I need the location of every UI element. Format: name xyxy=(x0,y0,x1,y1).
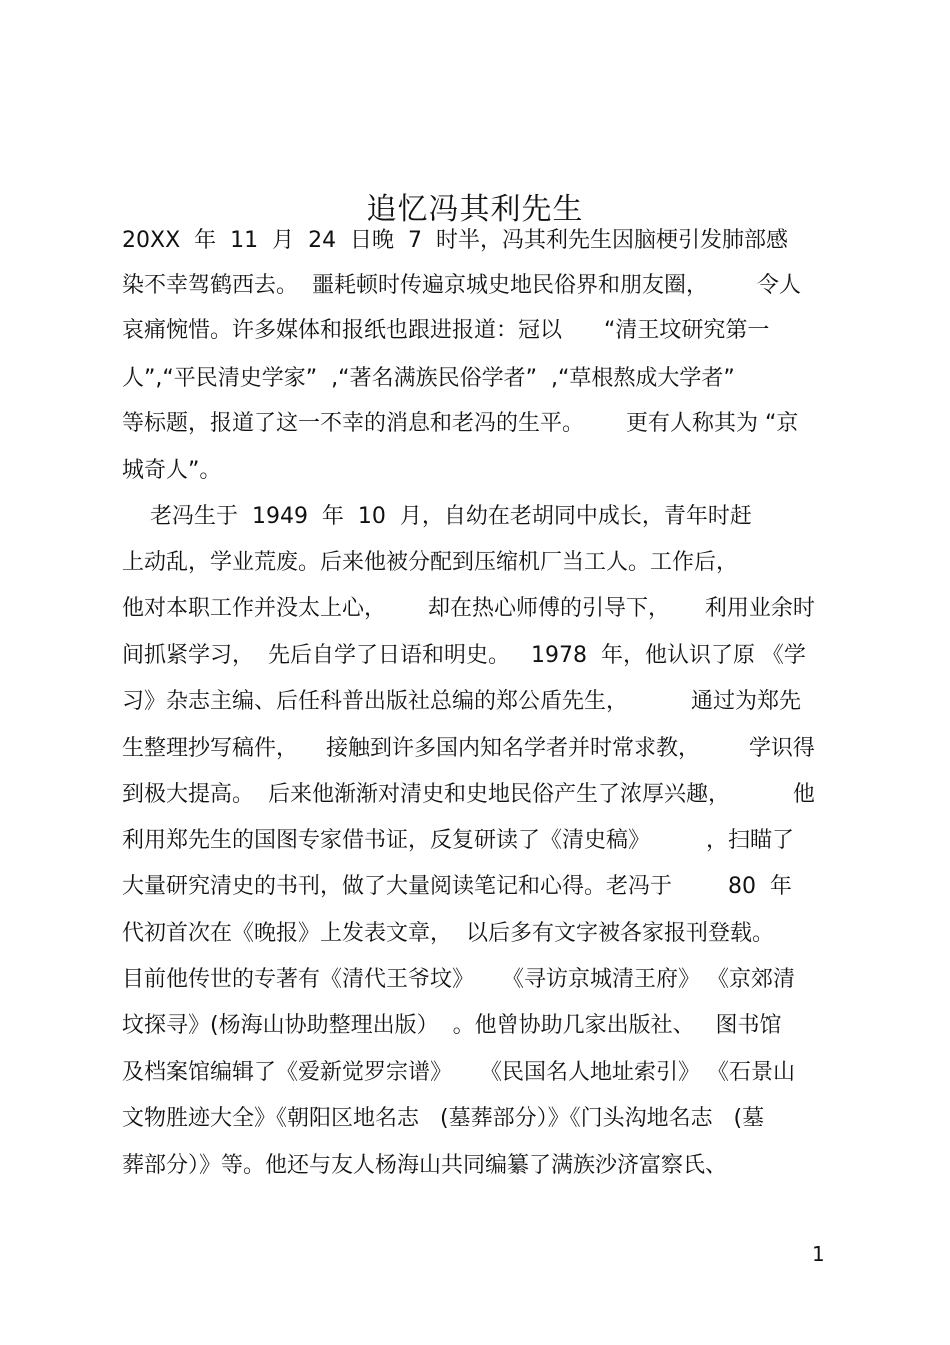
page-number: 1 xyxy=(812,1242,825,1266)
text-line: 哀痛惋惜。许多媒体和报纸也跟进报道：冠以 “清王坟研究第一 xyxy=(122,318,770,343)
text-line: 间抓紧学习， 先后自学了日语和明史。 1978 年，他认识了原 《学 xyxy=(122,643,806,668)
text-line: 生整理抄写稿件， 接触到许多国内知名学者并时常求教， 学识得 xyxy=(122,736,815,761)
text-line: 20XX 年 11 月 24 日晚 7 时半，冯其利先生因脑梗引发肺部感 xyxy=(122,228,789,253)
text-line: 坟探寻》(杨海山协助整理出版） 。他曾协助几家出版社、 图书馆 xyxy=(122,1013,782,1038)
text-line: 他对本职工作并没太上心， 却在热心师傅的引导下， 利用业余时 xyxy=(122,596,815,621)
text-line: 染不幸驾鹤西去。 噩耗顿时传遍京城史地民俗界和朋友圈， 令人 xyxy=(122,273,801,298)
text-line: 目前他传世的专著有《清代王爷坟》 《寻访京城清王府》 《京郊清 xyxy=(122,967,795,992)
text-line: 等标题，报道了这一不幸的消息和老冯的生平。 更有人称其为 “京 xyxy=(122,411,799,436)
text-line: 上动乱，学业荒废。后来他被分配到压缩机厂当工人。工作后， xyxy=(122,550,739,575)
text-line: 及档案馆编辑了《爱新觉罗宗谱》 《民国名人地址索引》 《石景山 xyxy=(122,1060,795,1085)
text-line: 老冯生于 1949 年 10 月，自幼在老胡同中成长，青年时赶 xyxy=(122,504,752,529)
text-line: 代初首次在《晚报》上发表文章， 以后多有文字被各家报刊登载。 xyxy=(122,921,774,946)
text-line: 到极大提高。 后来他渐渐对清史和史地民俗产生了浓厚兴趣， 他 xyxy=(122,782,815,807)
text-line: 大量研究清史的书刊，做了大量阅读笔记和心得。老冯于 80 年 xyxy=(122,874,792,899)
text-line: 文物胜迹大全》《朝阳区地名志 (墓葬部分）》《门头沟地名志 (墓 xyxy=(122,1106,765,1131)
text-line: 习》杂志主编、后任科普出版社总编的郑公盾先生， 通过为郑先 xyxy=(122,689,801,714)
text-line: 人”,“平民清史学家” ,“著名满族民俗学者” ,“草根熬成大学者” xyxy=(122,366,735,391)
text-line: 葬部分）》等。他还与友人杨海山共同编纂了满族沙济富察氏、 xyxy=(122,1153,728,1178)
text-line: 利用郑先生的国图专家借书证，反复研读了《清史稿》 ，扫瞄了 xyxy=(122,828,794,853)
text-line: 城奇人”。 xyxy=(122,458,222,483)
page-title: 追忆冯其利先生 xyxy=(366,192,584,228)
